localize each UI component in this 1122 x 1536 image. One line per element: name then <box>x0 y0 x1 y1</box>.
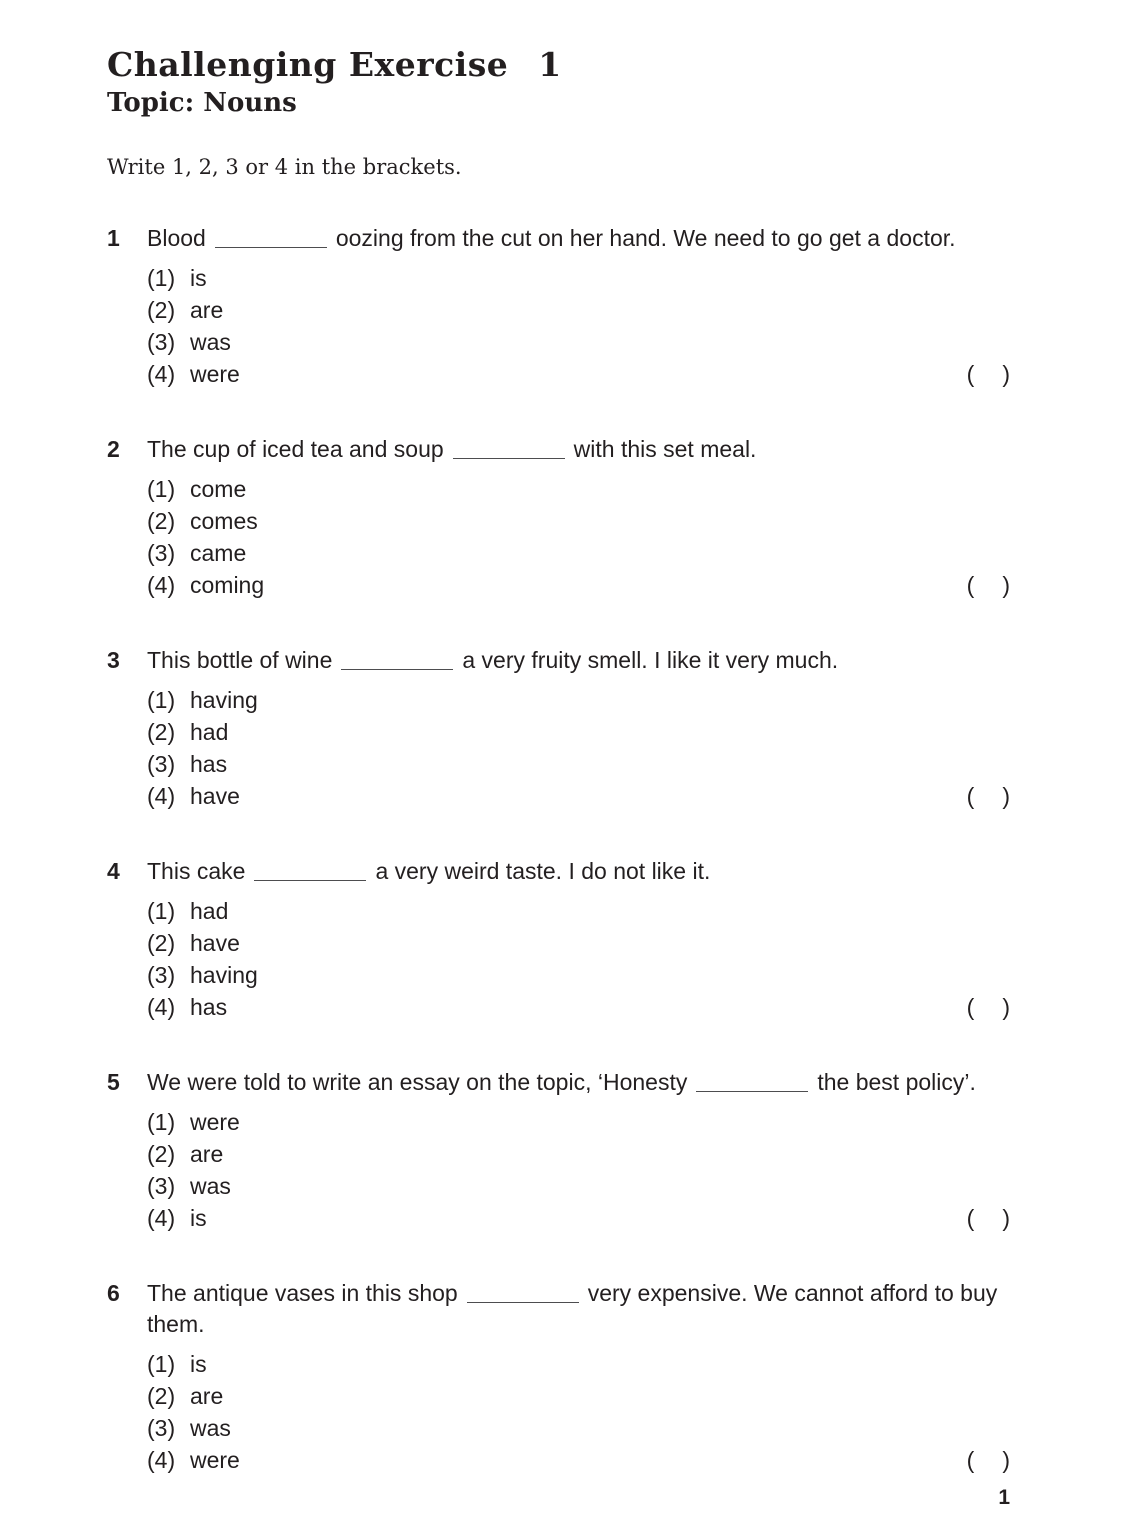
answer-blank <box>453 456 565 459</box>
option-row <box>147 991 1010 1023</box>
option-text: were <box>190 1109 240 1136</box>
question-text-before: The antique vases in this shop <box>147 1280 458 1307</box>
option-label: (2) <box>147 508 176 535</box>
question-text-before: This bottle of wine <box>147 647 333 674</box>
question-text-after: very expensive. We cannot afford to buy them. <box>147 1280 998 1338</box>
option-label: (4) <box>147 361 176 388</box>
option-row <box>147 1348 1010 1380</box>
topic-heading: Topic: Nouns <box>107 87 297 118</box>
options-list <box>147 895 1010 1023</box>
option-row <box>147 959 1010 991</box>
option-text: comes <box>190 508 258 535</box>
answer-blank <box>254 878 366 881</box>
bracket-close: ) <box>1002 1447 1010 1474</box>
bracket-close: ) <box>1002 1205 1010 1232</box>
question-text-after: a very fruity smell. I like it very much. <box>462 647 839 674</box>
question-number: 2 <box>107 436 120 463</box>
question-block <box>107 223 1010 390</box>
options-list <box>147 1106 1010 1234</box>
question-block <box>107 1278 1010 1476</box>
bracket-open: ( <box>966 994 975 1021</box>
instructions: Write 1, 2, 3 or 4 in the brackets. <box>107 155 462 180</box>
option-row <box>147 1380 1010 1412</box>
option-label: (2) <box>147 1141 176 1168</box>
option-row <box>147 262 1010 294</box>
option-text: is <box>190 1205 207 1232</box>
option-text: were <box>190 1447 240 1474</box>
option-label: (1) <box>147 265 176 292</box>
option-text: came <box>190 540 247 567</box>
option-label: (4) <box>147 1205 176 1232</box>
option-text: had <box>190 719 229 746</box>
question-number: 5 <box>107 1069 120 1096</box>
option-row <box>147 780 1010 812</box>
option-row <box>147 1444 1010 1476</box>
question-number: 6 <box>107 1280 120 1307</box>
question-text-after: oozing from the cut on her hand. We need to go get a doctor. <box>335 225 956 252</box>
bracket-open: ( <box>966 361 975 388</box>
option-label: (2) <box>147 297 176 324</box>
answer-bracket <box>967 991 1010 1023</box>
option-label: (1) <box>147 476 176 503</box>
option-text: are <box>190 1383 224 1410</box>
option-row <box>147 895 1010 927</box>
option-text: was <box>190 1173 231 1200</box>
question-row <box>107 1278 1010 1340</box>
answer-bracket <box>967 780 1010 812</box>
question-text <box>147 645 1010 676</box>
question-text <box>147 434 1010 465</box>
option-label: (3) <box>147 1173 176 1200</box>
option-text: was <box>190 329 231 356</box>
answer-blank <box>341 667 453 670</box>
option-row <box>147 716 1010 748</box>
question-text-after: a very weird taste. I do not like it. <box>375 858 711 885</box>
option-label: (1) <box>147 1351 176 1378</box>
answer-bracket <box>967 1444 1010 1476</box>
answer-blank <box>696 1089 808 1092</box>
options-list <box>147 684 1010 812</box>
option-text: has <box>190 751 228 778</box>
questions-list <box>107 223 1010 1476</box>
question-row <box>107 223 1010 254</box>
question-number: 1 <box>107 225 120 252</box>
option-text: is <box>190 265 207 292</box>
question-text <box>147 1067 1010 1098</box>
option-row <box>147 505 1010 537</box>
option-label: (3) <box>147 962 176 989</box>
options-list <box>147 473 1010 601</box>
question-text-after: with this set meal. <box>573 436 757 463</box>
question-block <box>107 645 1010 812</box>
question-text <box>147 856 1010 887</box>
question-number: 4 <box>107 858 120 885</box>
option-text: was <box>190 1415 231 1442</box>
question-text-after: the best policy’. <box>817 1069 976 1096</box>
question-text <box>147 1278 1010 1340</box>
option-label: (1) <box>147 898 176 925</box>
option-row <box>147 1202 1010 1234</box>
answer-bracket <box>967 1202 1010 1234</box>
option-text: come <box>190 476 247 503</box>
answer-blank <box>467 1300 579 1303</box>
option-label: (3) <box>147 751 176 778</box>
question-text-before: This cake <box>147 858 246 885</box>
option-label: (4) <box>147 783 176 810</box>
bracket-close: ) <box>1002 572 1010 599</box>
option-label: (3) <box>147 1415 176 1442</box>
bracket-open: ( <box>966 1447 975 1474</box>
option-row <box>147 326 1010 358</box>
option-row <box>147 294 1010 326</box>
option-text: has <box>190 994 228 1021</box>
option-text: having <box>190 962 258 989</box>
option-row <box>147 1412 1010 1444</box>
option-label: (3) <box>147 329 176 356</box>
page-title <box>107 46 1010 84</box>
question-number: 3 <box>107 647 120 674</box>
question-text <box>147 223 1010 254</box>
question-text-before: Blood <box>147 225 206 252</box>
question-row <box>107 856 1010 887</box>
page-number: 1 <box>998 1486 1010 1509</box>
answer-bracket <box>967 569 1010 601</box>
option-label: (1) <box>147 687 176 714</box>
option-row <box>147 537 1010 569</box>
option-label: (3) <box>147 540 176 567</box>
bracket-open: ( <box>966 572 975 599</box>
answer-bracket <box>967 358 1010 390</box>
page-title-text: Challenging Exercise <box>107 45 509 84</box>
question-text-before: The cup of iced tea and soup <box>147 436 444 463</box>
question-row <box>107 645 1010 676</box>
option-row <box>147 927 1010 959</box>
question-row <box>107 1067 1010 1098</box>
option-row <box>147 1138 1010 1170</box>
question-row <box>107 434 1010 465</box>
bracket-close: ) <box>1002 361 1010 388</box>
option-text: were <box>190 361 240 388</box>
question-text-before: We were told to write an essay on the topic, ‘Honesty <box>147 1069 688 1096</box>
option-text: are <box>190 1141 224 1168</box>
options-list <box>147 1348 1010 1476</box>
option-label: (4) <box>147 994 176 1021</box>
question-block <box>107 1067 1010 1234</box>
option-row <box>147 473 1010 505</box>
option-label: (2) <box>147 719 176 746</box>
answer-blank <box>215 245 327 248</box>
option-text: have <box>190 783 240 810</box>
option-label: (2) <box>147 930 176 957</box>
option-text: have <box>190 930 240 957</box>
option-label: (4) <box>147 1447 176 1474</box>
bracket-open: ( <box>966 783 975 810</box>
question-block <box>107 434 1010 601</box>
option-label: (1) <box>147 1109 176 1136</box>
option-row <box>147 684 1010 716</box>
option-text: are <box>190 297 224 324</box>
option-row <box>147 569 1010 601</box>
option-text: is <box>190 1351 207 1378</box>
option-text: having <box>190 687 258 714</box>
option-row <box>147 1106 1010 1138</box>
option-row <box>147 748 1010 780</box>
option-label: (4) <box>147 572 176 599</box>
option-row <box>147 1170 1010 1202</box>
question-block <box>107 856 1010 1023</box>
bracket-close: ) <box>1002 783 1010 810</box>
option-row <box>147 358 1010 390</box>
options-list <box>147 262 1010 390</box>
bracket-open: ( <box>966 1205 975 1232</box>
bracket-close: ) <box>1002 994 1010 1021</box>
option-text: coming <box>190 572 265 599</box>
exercise-number: 1 <box>538 45 562 84</box>
option-label: (2) <box>147 1383 176 1410</box>
option-text: had <box>190 898 229 925</box>
